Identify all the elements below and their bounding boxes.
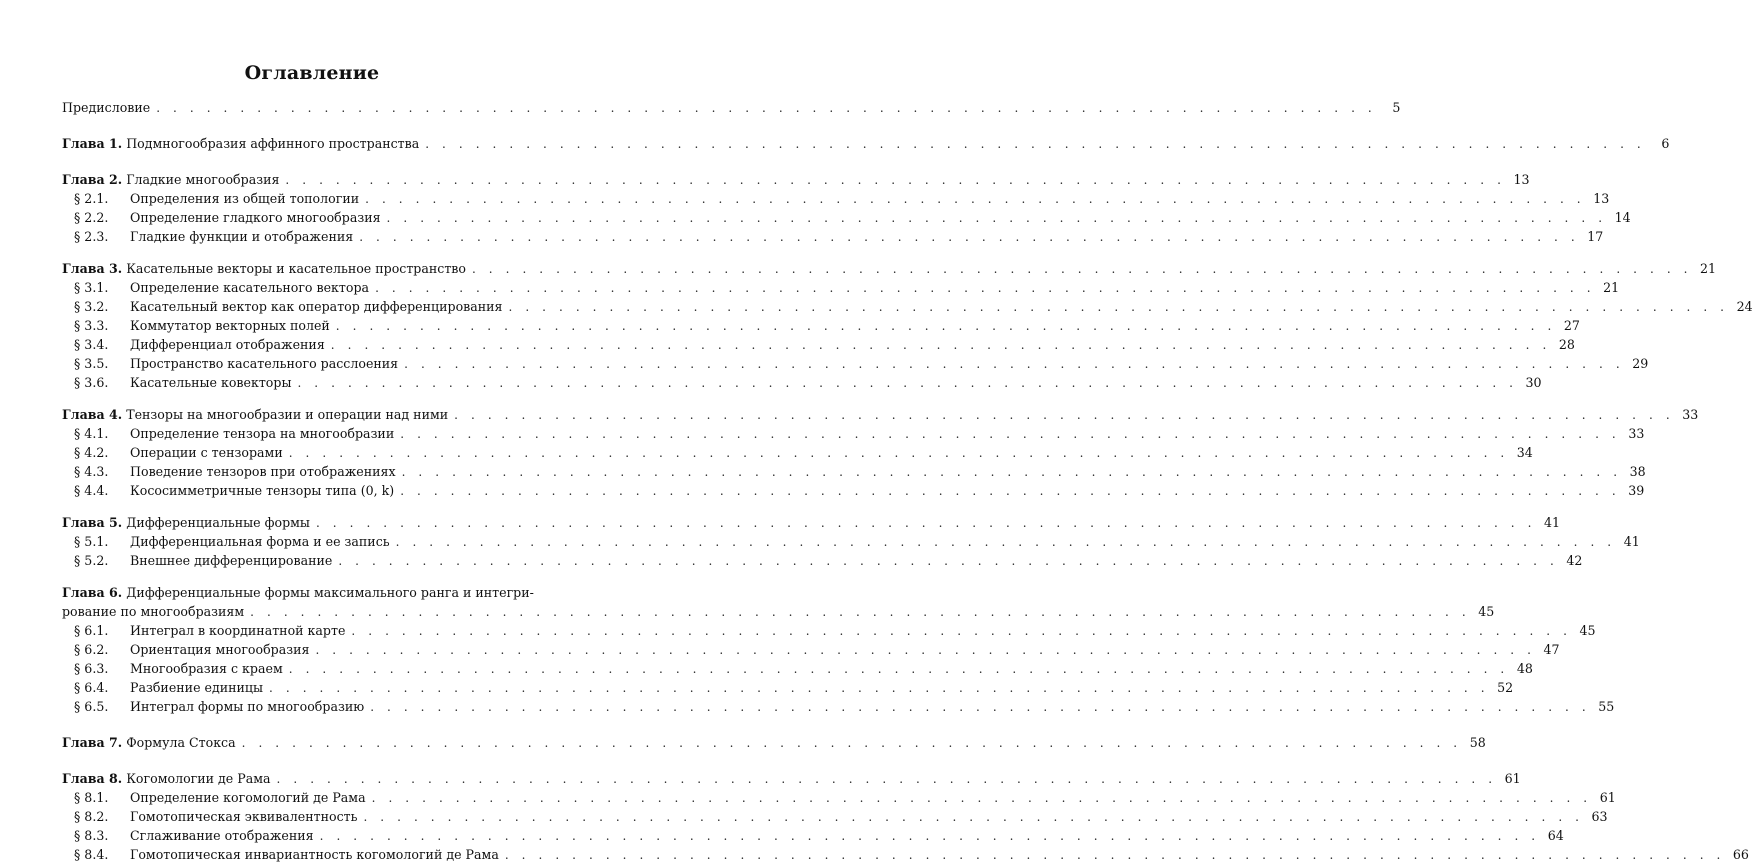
section-number: § 3.1. [74, 280, 109, 295]
page-number: 33 [1682, 407, 1699, 422]
dot-leader: . . . . . . . . . . . . . . . . . . . . . . . . . . . . . . . . . . . . . . . . . . . . . . . . . . . . . . . . . . . . . . . . . . . . . . . . . [504, 848, 1725, 862]
dot-leader: . . . . . . . . . . . . . . . . . . . . . . . . . . . . . . . . . . . . . . . . . . . . . . . . . . . . . . . . . . . . . . . . . . . . . . . . . [371, 791, 1592, 805]
page-number: 30 [1525, 375, 1542, 390]
dot-leader: . . . . . . . . . . . . . . . . . . . . . . . . . . . . . . . . . . . . . . . . . . . . . . . . . . . . . . . . . . . . . . . . . . . . . . . . . [297, 376, 1518, 390]
chapter-label: Глава 8. [62, 771, 123, 786]
section-number: § 3.3. [74, 318, 109, 333]
section-number: § 5.2. [74, 553, 109, 568]
toc-entry-chapter-6[interactable] [62, 583, 1495, 621]
section-title: Кососимметричные тензоры типа (0, k) [130, 483, 395, 498]
section-title: Определение гладкого многообразия [130, 210, 381, 225]
dot-leader: . . . . . . . . . . . . . . . . . . . . . . . . . . . . . . . . . . . . . . . . . . . . . . . . . . . . . . . . . . . . . . . . . . . . . . . . . [386, 211, 1607, 225]
toc-entry-chapter-5[interactable] [62, 513, 1561, 532]
toc-entry-section[interactable] [62, 316, 1580, 335]
page-number: 39 [1628, 483, 1645, 498]
dot-leader: . . . . . . . . . . . . . . . . . . . . . . . . . . . . . . . . . . . . . . . . . . . . . . . . . . . . . . . . . . . . . . . . . . . . . . . . . [156, 101, 1377, 115]
toc-entry-chapter-2[interactable] [62, 170, 1530, 189]
chapter-title: Подмногообразия аффинного пространства [126, 136, 420, 151]
section-title: Пространство касательного расслоения [130, 356, 399, 371]
toc-entry-section[interactable] [62, 443, 1533, 462]
section-number: § 3.4. [74, 337, 109, 352]
page-number: 6 [1661, 136, 1670, 151]
toc-entry-chapter-3[interactable] [62, 259, 1717, 278]
page-number: 61 [1504, 771, 1521, 786]
toc-entry-section[interactable] [62, 659, 1533, 678]
dot-leader: . . . . . . . . . . . . . . . . . . . . . . . . . . . . . . . . . . . . . . . . . . . . . . . . . . . . . . . . . . . . . . . . . . . . . . . . . [395, 535, 1616, 549]
section-number: § 3.6. [74, 375, 109, 390]
chapter-title-line-1: Дифференциальные формы максимального ранга и интегри- [126, 585, 534, 600]
page-number: 55 [1598, 699, 1615, 714]
section-title: Дифференциал отображения [130, 337, 325, 352]
section-title: Определение тензора на многообразии [130, 426, 395, 441]
section-number: § 6.2. [74, 642, 109, 657]
toc-entry-section[interactable] [62, 297, 1753, 316]
dot-leader: . . . . . . . . . . . . . . . . . . . . . . . . . . . . . . . . . . . . . . . . . . . . . . . . . . . . . . . . . . . . . . . . . . . . . . . . . [401, 465, 1622, 479]
section-number: § 2.3. [74, 229, 109, 244]
toc-entry-chapter-8[interactable] [62, 769, 1521, 788]
dot-leader: . . . . . . . . . . . . . . . . . . . . . . . . . . . . . . . . . . . . . . . . . . . . . . . . . . . . . . . . . . . . . . . . . . . . . . . . . [315, 643, 1536, 657]
section-title: Определение касательного вектора [130, 280, 370, 295]
page-number: 21 [1603, 280, 1620, 295]
dot-leader: . . . . . . . . . . . . . . . . . . . . . . . . . . . . . . . . . . . . . . . . . . . . . . . . . . . . . . . . . . . . . . . . . . . . . . . . . [250, 605, 1471, 619]
toc-entry-section[interactable] [62, 189, 1610, 208]
page-number: 42 [1566, 553, 1583, 568]
section-number: § 4.4. [74, 483, 109, 498]
page-number: 45 [1478, 604, 1495, 619]
dot-leader: . . . . . . . . . . . . . . . . . . . . . . . . . . . . . . . . . . . . . . . . . . . . . . . . . . . . . . . . . . . . . . . . . . . . . . . . . [351, 624, 1572, 638]
page-number: 66 [1732, 847, 1749, 862]
toc-entry-section[interactable] [62, 481, 1645, 500]
toc-entry-section[interactable] [62, 678, 1514, 697]
section-number: § 8.2. [74, 809, 109, 824]
section-number: § 4.2. [74, 445, 109, 460]
page-number: 13 [1513, 172, 1530, 187]
dot-leader: . . . . . . . . . . . . . . . . . . . . . . . . . . . . . . . . . . . . . . . . . . . . . . . . . . . . . . . . . . . . . . . . . . . . . . . . . [288, 662, 1509, 676]
dot-leader: . . . . . . . . . . . . . . . . . . . . . . . . . . . . . . . . . . . . . . . . . . . . . . . . . . . . . . . . . . . . . . . . . . . . . . . . . [425, 137, 1646, 151]
section-number: § 4.3. [74, 464, 109, 479]
section-number: § 4.1. [74, 426, 109, 441]
chapter-title: Дифференциальные формы [126, 515, 310, 530]
dot-leader: . . . . . . . . . . . . . . . . . . . . . . . . . . . . . . . . . . . . . . . . . . . . . . . . . . . . . . . . . . . . . . . . . . . . . . . . . [276, 772, 1497, 786]
chapter-title: Формула Стокса [126, 735, 236, 750]
page-number: 29 [1632, 356, 1649, 371]
toc-entry-section[interactable] [62, 208, 1631, 227]
page-number: 28 [1558, 337, 1575, 352]
page-number: 47 [1543, 642, 1560, 657]
section-number: § 2.2. [74, 210, 109, 225]
section-title: Определения из общей топологии [130, 191, 360, 206]
section-number: § 2.1. [74, 191, 109, 206]
dot-leader: . . . . . . . . . . . . . . . . . . . . . . . . . . . . . . . . . . . . . . . . . . . . . . . . . . . . . . . . . . . . . . . . . . . . . . . . . [365, 192, 1586, 206]
chapter-title: Когомологии де Рама [126, 771, 271, 786]
toc-entry-section[interactable] [62, 788, 1616, 807]
dot-leader: . . . . . . . . . . . . . . . . . . . . . . . . . . . . . . . . . . . . . . . . . . . . . . . . . . . . . . . . . . . . . . . . . . . . . . . . . [288, 446, 1509, 460]
toc-entry-section[interactable] [62, 845, 1749, 864]
chapter-label: Глава 2. [62, 172, 123, 187]
page-number: 34 [1516, 445, 1533, 460]
section-number: § 6.5. [74, 699, 109, 714]
section-title: Поведение тензоров при отображениях [130, 464, 396, 479]
page-number: 21 [1700, 261, 1717, 276]
section-number: § 5.1. [74, 534, 109, 549]
page-number: 48 [1516, 661, 1533, 676]
section-number: § 8.4. [74, 847, 109, 862]
page-number: 13 [1593, 191, 1610, 206]
page-number: 58 [1469, 735, 1486, 750]
page-number: 27 [1563, 318, 1580, 333]
dot-leader: . . . . . . . . . . . . . . . . . . . . . . . . . . . . . . . . . . . . . . . . . . . . . . . . . . . . . . . . . . . . . . . . . . . . . . . . . [370, 700, 1591, 714]
toc-entry-section[interactable] [62, 551, 1583, 570]
toc-entry-section[interactable] [62, 462, 1646, 481]
section-title: Разбиение единицы [130, 680, 264, 695]
chapter-label: Глава 3. [62, 261, 123, 276]
dot-leader: . . . . . . . . . . . . . . . . . . . . . . . . . . . . . . . . . . . . . . . . . . . . . . . . . . . . . . . . . . . . . . . . . . . . . . . . . [404, 357, 1625, 371]
chapter-label: Глава 5. [62, 515, 123, 530]
toc-entry-section[interactable] [62, 278, 1620, 297]
section-number: § 6.3. [74, 661, 109, 676]
toc-entry-section[interactable] [62, 335, 1575, 354]
page-number: 61 [1599, 790, 1616, 805]
page-number: 52 [1497, 680, 1514, 695]
section-title: Сглаживание отображения [130, 828, 314, 843]
page-number: 33 [1628, 426, 1645, 441]
chapter-title: Гладкие многообразия [126, 172, 280, 187]
section-title: Операции с тензорами [130, 445, 283, 460]
toc-entry-section[interactable] [62, 826, 1564, 845]
toc-entry-section[interactable] [62, 807, 1608, 826]
section-number: § 3.2. [74, 299, 109, 314]
dot-leader: . . . . . . . . . . . . . . . . . . . . . . . . . . . . . . . . . . . . . . . . . . . . . . . . . . . . . . . . . . . . . . . . . . . . . . . . . [454, 408, 1675, 422]
toc-entry-preface[interactable] [62, 98, 1401, 117]
chapter-label: Глава 6. [62, 585, 123, 600]
page-number: 41 [1623, 534, 1640, 549]
entry-title: Предисловие [62, 100, 151, 115]
dot-leader: . . . . . . . . . . . . . . . . . . . . . . . . . . . . . . . . . . . . . . . . . . . . . . . . . . . . . . . . . . . . . . . . . . . . . . . . . [359, 230, 1580, 244]
page-number: 14 [1614, 210, 1631, 225]
page-number: 63 [1591, 809, 1608, 824]
page-number: 64 [1547, 828, 1564, 843]
dot-leader: . . . . . . . . . . . . . . . . . . . . . . . . . . . . . . . . . . . . . . . . . . . . . . . . . . . . . . . . . . . . . . . . . . . . . . . . . [338, 554, 1559, 568]
chapter-title: Тензоры на многообразии и операции над ними [126, 407, 449, 422]
section-number: § 8.3. [74, 828, 109, 843]
page-number: 41 [1544, 515, 1561, 530]
section-number: § 6.4. [74, 680, 109, 695]
page-number: 24 [1736, 299, 1753, 314]
chapter-title-line-2: рование по многообразиям [62, 604, 245, 619]
section-title: Коммутатор векторных полей [130, 318, 330, 333]
page-number: 5 [1392, 100, 1401, 115]
toc-entry-section[interactable] [62, 373, 1542, 392]
section-title: Многообразия с краем [130, 661, 283, 676]
toc-entry-section[interactable] [62, 697, 1615, 716]
toc-entry-chapter-7[interactable] [62, 733, 1486, 752]
section-title: Определение когомологий де Рама [130, 790, 366, 805]
section-number: § 3.5. [74, 356, 109, 371]
chapter-label: Глава 1. [62, 136, 123, 151]
section-title: Гладкие функции и отображения [130, 229, 354, 244]
page-number: 17 [1587, 229, 1604, 244]
toc-entry-section[interactable] [62, 354, 1649, 373]
toc-entry-section[interactable] [62, 621, 1596, 640]
page-number: 45 [1579, 623, 1596, 638]
dot-leader: . . . . . . . . . . . . . . . . . . . . . . . . . . . . . . . . . . . . . . . . . . . . . . . . . . . . . . . . . . . . . . . . . . . . . . . . . [335, 319, 1556, 333]
chapter-title: Касательные векторы и касательное пространство [126, 261, 466, 276]
section-title: Касательный вектор как оператор дифференцирования [130, 299, 503, 314]
section-number: § 8.1. [74, 790, 109, 805]
dot-leader: . . . . . . . . . . . . . . . . . . . . . . . . . . . . . . . . . . . . . . . . . . . . . . . . . . . . . . . . . . . . . . . . . . . . . . . . . [319, 829, 1540, 843]
chapter-label: Глава 4. [62, 407, 123, 422]
dot-leader: . . . . . . . . . . . . . . . . . . . . . . . . . . . . . . . . . . . . . . . . . . . . . . . . . . . . . . . . . . . . . . . . . . . . . . . . . [241, 736, 1462, 750]
section-title: Внешнее дифференцирование [130, 553, 333, 568]
section-title: Гомотопическая инвариантность когомологий де Рама [130, 847, 499, 862]
section-title: Интеграл в координатной карте [130, 623, 346, 638]
toc-entry-section[interactable] [62, 640, 1560, 659]
table-of-contents [62, 98, 1753, 864]
section-title: Касательные ковекторы [130, 375, 292, 390]
chapter-label: Глава 7. [62, 735, 123, 750]
dot-leader: . . . . . . . . . . . . . . . . . . . . . . . . . . . . . . . . . . . . . . . . . . . . . . . . . . . . . . . . . . . . . . . . . . . . . . . . . [315, 516, 1537, 530]
section-title: Ориентация многообразия [130, 642, 310, 657]
section-title: Интеграл формы по многообразию [130, 699, 365, 714]
section-title: Дифференциальная форма и ее запись [130, 534, 390, 549]
toc-entry-chapter-4[interactable] [62, 405, 1699, 424]
dot-leader: . . . . . . . . . . . . . . . . . . . . . . . . . . . . . . . . . . . . . . . . . . . . . . . . . . . . . . . . . . . . . . . . . . . . . . . . . [508, 300, 1729, 314]
toc-entry-chapter-1[interactable] [62, 134, 1670, 153]
dot-leader: . . . . . . . . . . . . . . . . . . . . . . . . . . . . . . . . . . . . . . . . . . . . . . . . . . . . . . . . . . . . . . . . . . . . . . . . . [285, 173, 1506, 187]
toc-entry-section[interactable] [62, 424, 1645, 443]
dot-leader: . . . . . . . . . . . . . . . . . . . . . . . . . . . . . . . . . . . . . . . . . . . . . . . . . . . . . . . . . . . . . . . . . . . . . . . . . [375, 281, 1596, 295]
dot-leader: . . . . . . . . . . . . . . . . . . . . . . . . . . . . . . . . . . . . . . . . . . . . . . . . . . . . . . . . . . . . . . . . . . . . . . . . . [471, 262, 1693, 276]
dot-leader: . . . . . . . . . . . . . . . . . . . . . . . . . . . . . . . . . . . . . . . . . . . . . . . . . . . . . . . . . . . . . . . . . . . . . . . . . [269, 681, 1490, 695]
dot-leader: . . . . . . . . . . . . . . . . . . . . . . . . . . . . . . . . . . . . . . . . . . . . . . . . . . . . . . . . . . . . . . . . . . . . . . . . . [400, 427, 1621, 441]
toc-entry-section[interactable] [62, 532, 1640, 551]
toc-entry-section[interactable] [62, 227, 1604, 246]
section-number: § 6.1. [74, 623, 109, 638]
dot-leader: . . . . . . . . . . . . . . . . . . . . . . . . . . . . . . . . . . . . . . . . . . . . . . . . . . . . . . . . . . . . . . . . . . . . . . . . . [400, 484, 1621, 498]
page-title: Оглавление [244, 62, 380, 84]
page-number: 38 [1629, 464, 1646, 479]
section-title: Гомотопическая эквивалентность [130, 809, 358, 824]
dot-leader: . . . . . . . . . . . . . . . . . . . . . . . . . . . . . . . . . . . . . . . . . . . . . . . . . . . . . . . . . . . . . . . . . . . . . . . . . [330, 338, 1551, 352]
dot-leader: . . . . . . . . . . . . . . . . . . . . . . . . . . . . . . . . . . . . . . . . . . . . . . . . . . . . . . . . . . . . . . . . . . . . . . . . . [363, 810, 1584, 824]
